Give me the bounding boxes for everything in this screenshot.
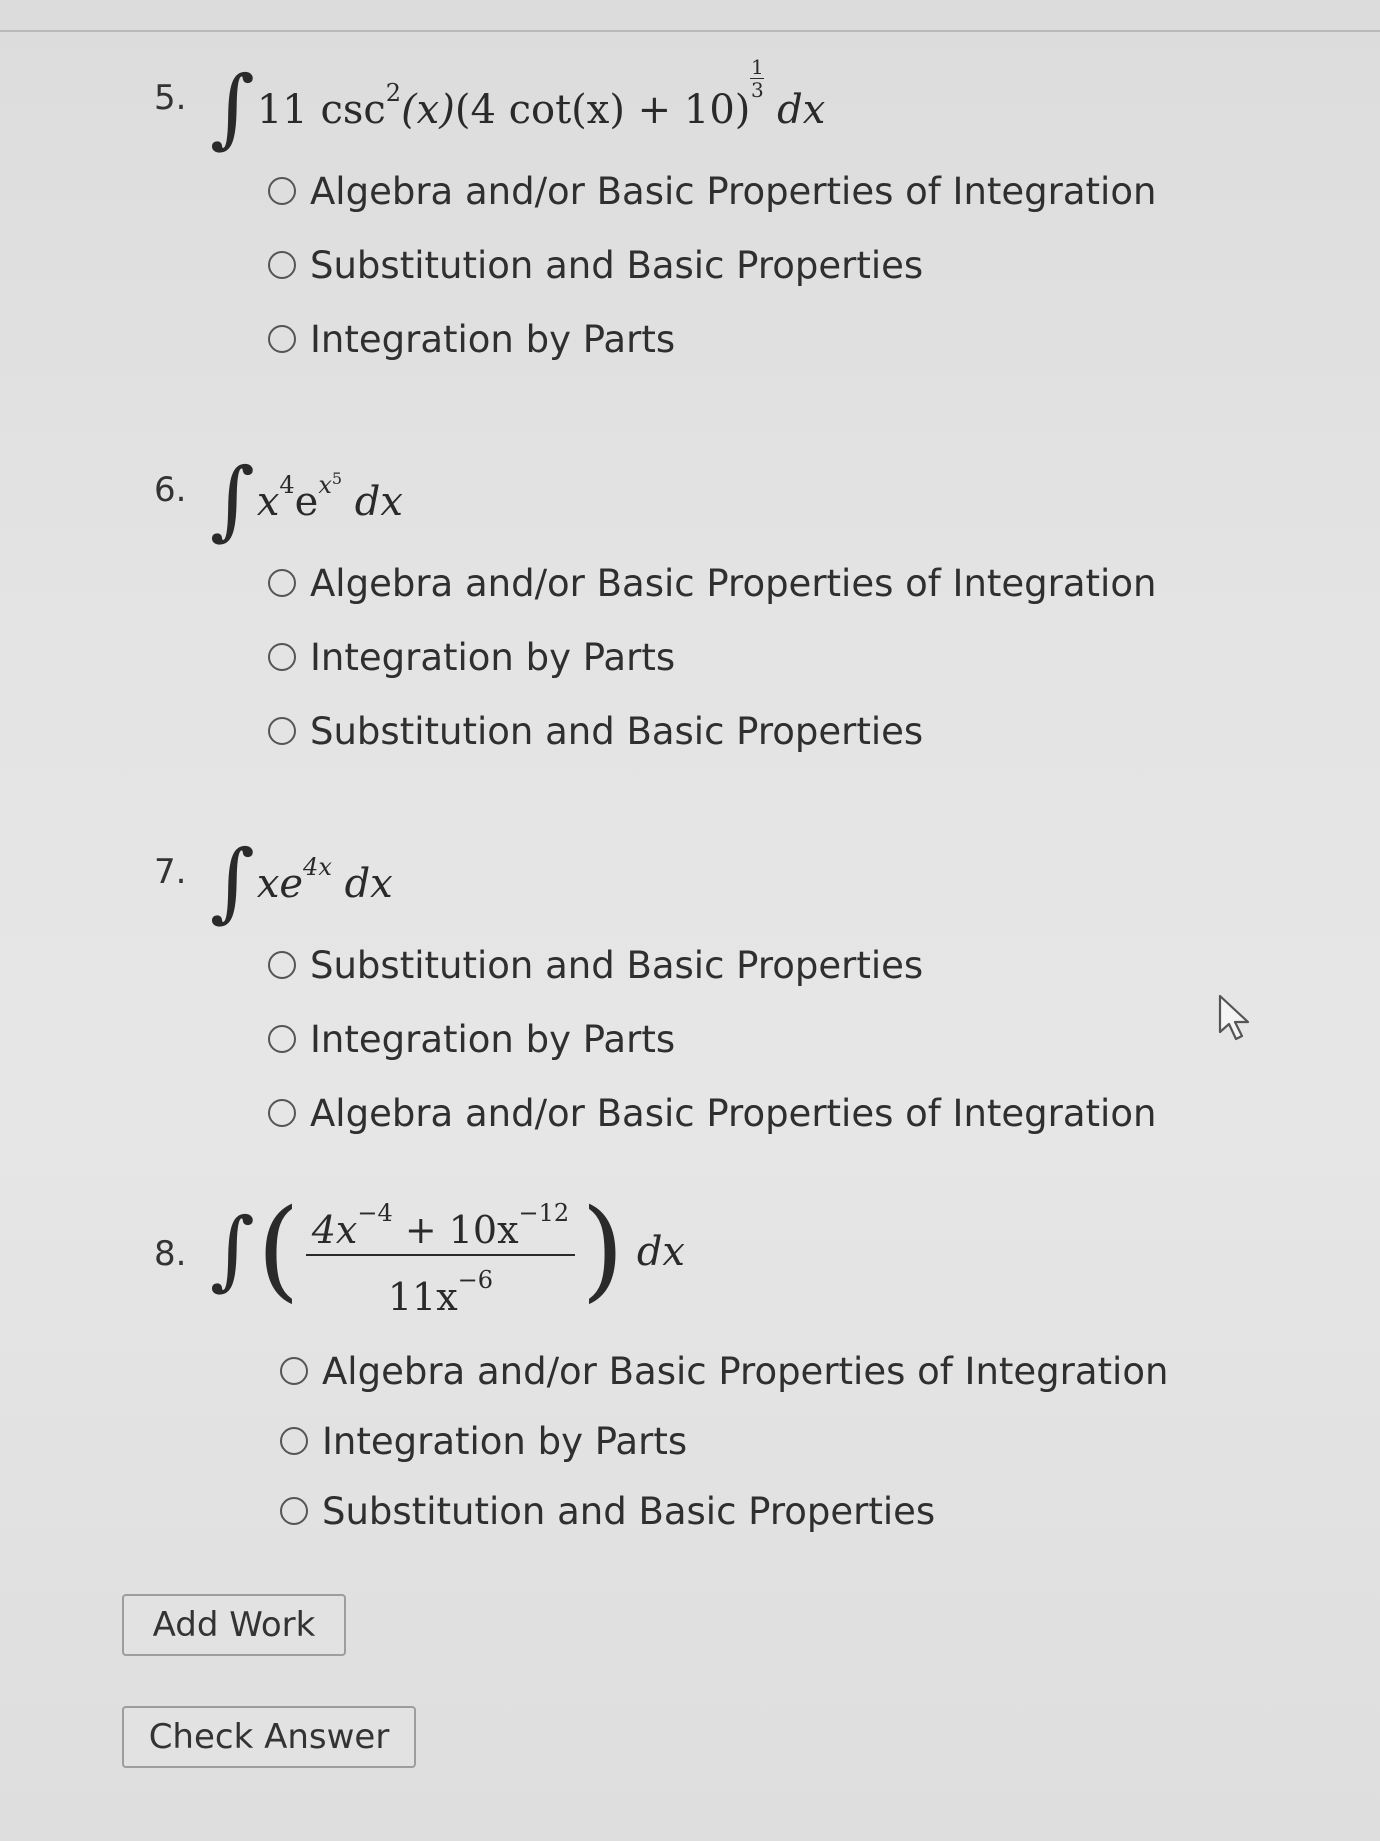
question-number: 6.	[154, 470, 187, 510]
option-3[interactable]: Algebra and/or Basic Properties of Integration	[268, 1076, 1250, 1150]
question-number: 8.	[154, 1234, 187, 1274]
question-8	[150, 1186, 1250, 1546]
option-3[interactable]: Substitution and Basic Properties	[268, 694, 1250, 768]
option-2[interactable]: Integration by Parts	[268, 620, 1250, 694]
radio-button[interactable]	[268, 251, 296, 279]
integral-sign-icon: ∫	[210, 1200, 255, 1300]
question-number: 5.	[154, 78, 187, 118]
integral-sign-icon: ∫	[210, 450, 255, 550]
integral-sign-icon: ∫	[210, 58, 255, 158]
radio-button[interactable]	[280, 1497, 308, 1525]
top-divider	[0, 30, 1380, 32]
option-1[interactable]: Substitution and Basic Properties	[268, 928, 1250, 1002]
add-work-button[interactable]: Add Work	[122, 1594, 346, 1656]
integral-expression: ∫( $\frac{4x^{-4} + 10x^{-12}}{11x^{-6}}$ ) dx	[210, 1185, 685, 1319]
fraction: $\frac{4x^{-4} + 10x^{-12}}{11x^{-6}}$	[306, 1189, 575, 1321]
radio-button[interactable]	[268, 643, 296, 671]
answer-options	[268, 546, 1250, 768]
radio-button[interactable]	[268, 569, 296, 597]
mouse-pointer-icon	[1218, 994, 1252, 1042]
integral-expression: $\int xe^{4x}$ dx	[210, 832, 393, 932]
option-3[interactable]: Substitution and Basic Properties	[280, 1476, 1250, 1546]
option-1[interactable]: Algebra and/or Basic Properties of Integration	[280, 1336, 1250, 1406]
integral-expression: ∫11 $\csc^2(x)(4$ $\cot(x) + 10)\frac{1}{3}$ dx	[210, 55, 826, 158]
radio-button[interactable]	[280, 1357, 308, 1385]
integral-expression: $\int x^4e^{x^5}$ dx	[210, 450, 403, 550]
option-2[interactable]: Integration by Parts	[280, 1406, 1250, 1476]
radio-button[interactable]	[268, 177, 296, 205]
answer-options	[280, 1336, 1250, 1546]
integral-sign-icon: ∫	[210, 832, 255, 932]
question-number: 7.	[154, 852, 187, 892]
radio-button[interactable]	[268, 325, 296, 353]
question-6	[150, 436, 1250, 768]
question-5	[150, 44, 1250, 376]
option-1[interactable]: Algebra and/or Basic Properties of Integration	[268, 546, 1250, 620]
radio-button[interactable]	[268, 1099, 296, 1127]
answer-options	[268, 928, 1250, 1150]
power-fraction: $\frac{1}{3}$	[751, 55, 764, 102]
answer-options	[268, 154, 1250, 376]
radio-button[interactable]	[280, 1427, 308, 1455]
check-answer-button[interactable]: Check Answer	[122, 1706, 416, 1768]
radio-button[interactable]	[268, 1025, 296, 1053]
option-3[interactable]: Integration by Parts	[268, 302, 1250, 376]
option-2[interactable]: Substitution and Basic Properties	[268, 228, 1250, 302]
radio-button[interactable]	[268, 951, 296, 979]
option-2[interactable]: Integration by Parts	[268, 1002, 1250, 1076]
question-7	[150, 818, 1250, 1150]
option-1[interactable]: Algebra and/or Basic Properties of Integration	[268, 154, 1250, 228]
radio-button[interactable]	[268, 717, 296, 745]
